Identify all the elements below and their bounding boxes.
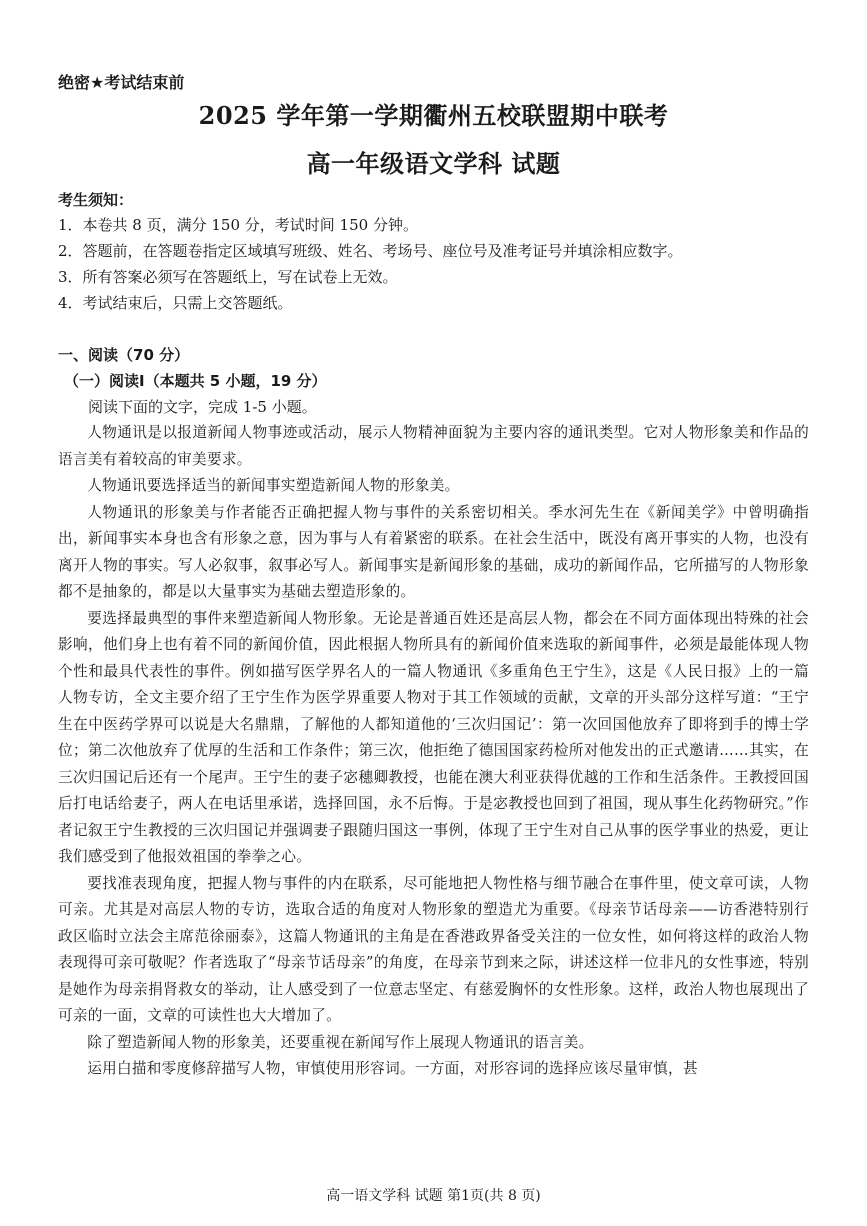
passage-paragraph: 要选择最典型的事件来塑造新闻人物形象。无论是普通百姓还是高层人物，都会在不同方面体现出特殊的社会影响，他们身上也有着不同的新闻价值，因此根据人物所具有的新闻价值来选取的新闻事件，必须是最能体现人物个性和最具代表性的事件。例如描写医学界名人的一篇人物通讯《多重角色王宁生》，这是《人民日报》上的一篇人物专访，全文主要介绍了王宁生作为医学界重要人物对于其工作领域的贡献，文章的开头部分这样写道：“王宁生在中医药学界可以说是大名鼎鼎，了解他的人都知道他的‘三次归国记’：第一次回国他放弃了即将到手的博士学位；第二次他放弃了优厚的生活和工作条件；第三次，他拒绝了德国国家药检所对他发出的正式邀请……其实，在三次归国记后还有一个尾声。王宁生的妻子宓穗卿教授，也能在澳大利亚获得优越的工作和生活条件。王教授回国后打电话给妻子，两人在电话里承诺，选择回国，永不后悔。于是宓教授也回到了祖国，现从事生化药物研究。”作者记叙王宁生教授的三次归国记并强调妻子跟随归国这一事例，体现了王宁生对自己从事的医学事业的热爱，更让我们感受到了他报效祖国的拳拳之心。 — [58, 609, 809, 865]
exam-title: 2025 学年第一学期衢州五校联盟期中联考 — [198, 101, 669, 130]
passage-paragraph: 要找准表现角度，把握人物与事件的内在联系，尽可能地把人物性格与细节融合在事件里，使文章可读，人物可亲。尤其是对高层人物的专访，选取合适的角度对人物形象的塑造尤为重要。《母亲节话母亲——访香港特别行政区临时立法会主席范徐丽泰》，这篇人物通讯的主角是在香港政界备受关注的一位女性，如何将这样的政治人物表现得可亲可敬呢？作者选取了“母亲节话母亲”的角度，在母亲节到来之际，讲述这样一位非凡的女性事迹，特别是她作为母亲捐肾救女的举动，让人感受到了一位意志坚定、有慈爱胸怀的女性形象。这样，政治人物也展现出了可亲的一面，文章的可读性也大大增加了。 — [58, 874, 809, 1024]
subsection-heading: （一）阅读Ⅰ（本题共 5 小题，19 分） — [64, 372, 327, 390]
page-footer: 高一语文学科 试题 第1页(共 8 页) — [326, 1188, 541, 1204]
reading-passage — [58, 420, 809, 1083]
passage-paragraph: 人物通讯的形象美与作者能否正确把握人物与事件的关系密切相关。季水河先生在《新闻美学》中曾明确指出，新闻事实本身也含有形象之意，因为事与人有着紧密的联系。在社会生活中，既没有离开事实的人物，也没有离开人物的事实。写人必叙事，叙事必写人。新闻事实是新闻形象的基础，成功的新闻作品，它所描写的人物形象都不是抽象的，都是以大量事实为基础去塑造形象的。 — [58, 503, 809, 600]
notice-item: 1．本卷共 8 页，满分 150 分，考试时间 150 分钟。 — [58, 216, 418, 234]
passage-paragraph: 人物通讯要选择适当的新闻事实塑造新闻人物的形象美。 — [87, 477, 460, 494]
passage-paragraph: 除了塑造新闻人物的形象美，还要重视在新闻写作上展现人物通讯的语言美。 — [87, 1033, 594, 1051]
reading-instruction: 阅读下面的文字，完成 1-5 小题。 — [88, 398, 317, 416]
notice-heading: 考生须知： — [58, 191, 134, 209]
notice-list — [58, 212, 809, 316]
notice-item: 2．答题前，在答题卷指定区域填写班级、姓名、考场号、座位号及准考证号并填涂相应数字。 — [58, 242, 683, 260]
notice-item: 3．所有答案必须写在答题纸上，写在试卷上无效。 — [58, 268, 398, 286]
confidential-mark: 绝密★考试结束前 — [58, 73, 185, 92]
passage-paragraph: 人物通讯是以报道新闻人物事迹或活动，展示人物精神面貌为主要内容的通讯类型。它对人物形象美和作品的语言美有着较高的审美要求。 — [58, 424, 809, 468]
section-heading: 一、阅读（70 分） — [58, 346, 190, 364]
passage-paragraph: 运用白描和零度修辞描写人物，审慎使用形容词。一方面，对形容词的选择应该尽量审慎，甚 — [87, 1060, 698, 1077]
notice-item: 4．考试结束后，只需上交答题纸。 — [58, 294, 293, 312]
exam-subtitle: 高一年级语文学科 试题 — [306, 149, 561, 178]
